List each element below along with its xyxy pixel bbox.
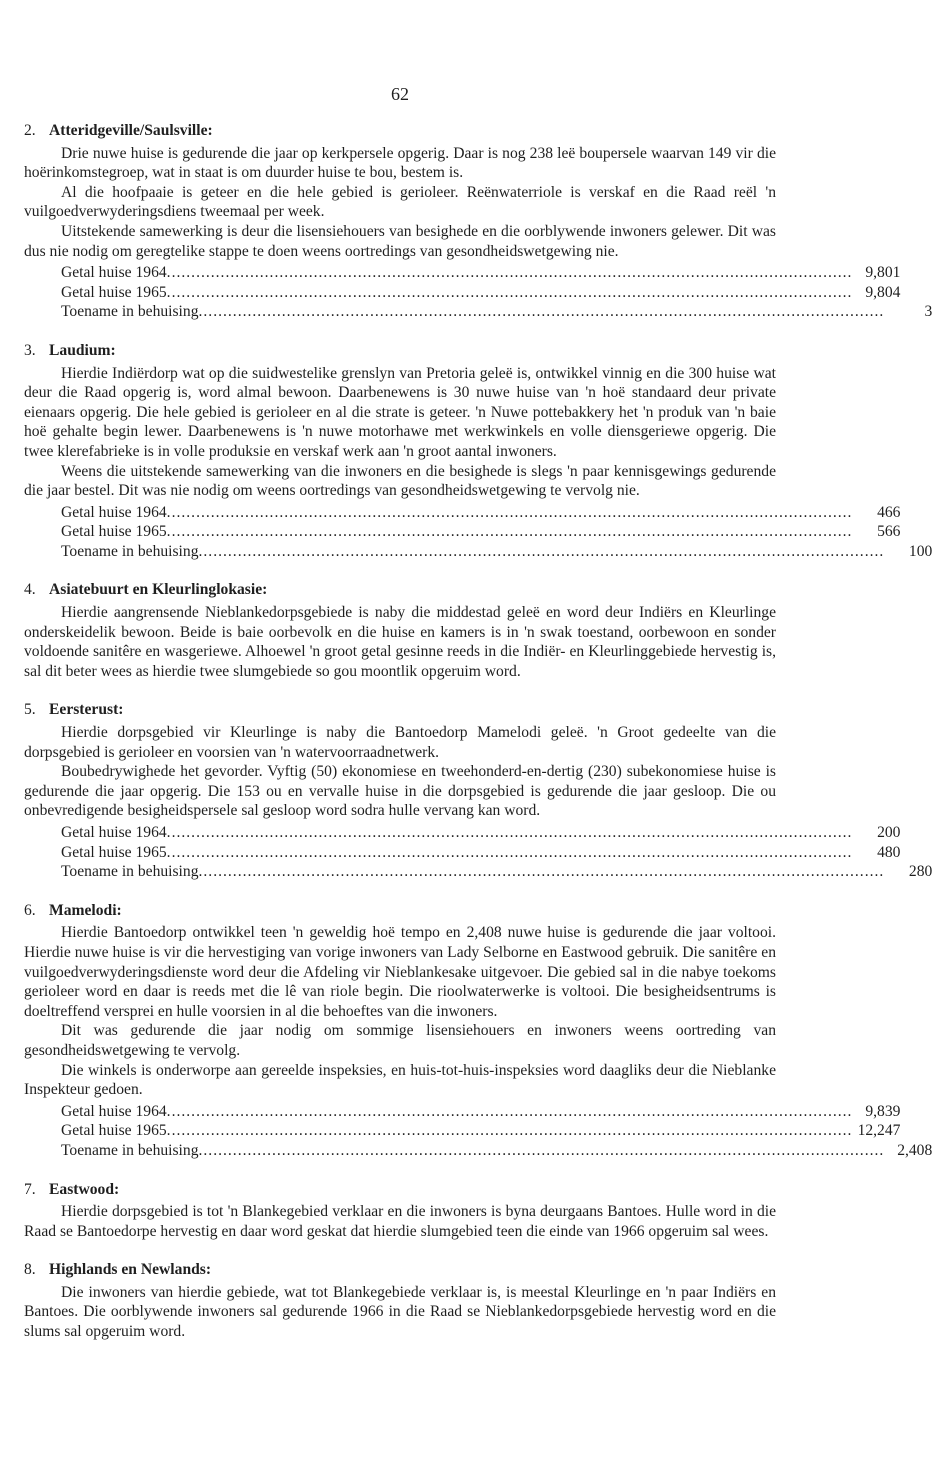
dot-leader: ............................................................................................................................................ (166, 824, 853, 841)
dot-leader: ............................................................................................................................................ (166, 523, 853, 541)
section-title: Eastwood: (49, 1180, 120, 1198)
section-number: 3. (24, 341, 36, 359)
housing-stats-table (61, 1102, 932, 1161)
stats-row (61, 862, 932, 882)
section (24, 700, 932, 881)
stats-value: 566 (877, 523, 901, 541)
document-body (24, 121, 932, 1361)
stats-row (61, 843, 901, 863)
dot-leader: ............................................................................................................................................ (166, 503, 853, 521)
paragraph: Weens die uitstekende samewerking van die inwoners en die besighede is slegs 'n paar kennisgewings gedurende die jaar bestel. Dit was nie nodig om weens oortredings van gesondheidswetgewing te vervolg nie. (24, 462, 776, 500)
section-title: Eersterust: (49, 701, 124, 719)
stats-label: Toename in behuising (61, 542, 199, 560)
stats-row (61, 823, 901, 843)
stats-label: Getal huise 1964 (61, 1102, 167, 1120)
stats-row (61, 522, 901, 542)
section-number: 7. (24, 1180, 36, 1198)
stats-label: Getal huise 1965 (61, 523, 167, 541)
stats-row (61, 283, 901, 303)
stats-label: Getal huise 1965 (61, 1122, 167, 1140)
stats-value: 9,804 (865, 283, 901, 301)
stats-row (61, 503, 901, 523)
dot-leader: ............................................................................................................................................ (198, 303, 885, 321)
section-number: 6. (24, 901, 36, 919)
paragraph: Hierdie aangrensende Nieblankedorpsgebiede is naby die middestad geleë en word deur Indiërs en Kleurlinge onderskeidelik bewoon. Beide is baie oorbevolk en die huise en kamers is in 'n swak toestand, oorbewoon en sonder voldoende sanitêre en wasgeriewe. Alhoewel 'n groot getal gesinne reeds in die Indiër- en Kleurlinggebiede hervestig is, sal dit beter wees as hierdie twee slumgebiede so gou moontlik opgeruim word. (24, 604, 776, 680)
section (24, 121, 932, 322)
section-title: Asiatebuurt en Kleurlinglokasie: (49, 581, 268, 599)
stats-row (61, 263, 901, 283)
stats-value: 12,247 (857, 1122, 901, 1140)
section-heading (24, 580, 776, 600)
housing-stats-table (61, 503, 932, 562)
dot-leader: ............................................................................................................................................ (198, 1141, 885, 1159)
stats-value: 9,801 (865, 264, 901, 282)
stats-value: 280 (908, 863, 932, 881)
dot-leader: ............................................................................................................................................ (166, 1122, 853, 1140)
stats-label: Toename in behuising (61, 1141, 199, 1159)
stats-label: Toename in behuising (61, 863, 199, 881)
section (24, 580, 776, 681)
stats-label: Getal huise 1965 (61, 843, 167, 861)
paragraph: Hierdie dorpsgebied vir Kleurlinge is naby die Bantoedorp Mamelodi geleë. 'n Groot gedeelte van die dorpsgebied is gerioleer en voorsien van 'n watervoorraadnetwerk. (24, 724, 776, 761)
stats-value: 200 (877, 824, 901, 841)
section-heading (24, 700, 776, 720)
paragraph: Al die hoofpaaie is geteer en die hele gebied is gerioleer. Reënwaterriole is verskaf en die Raad reël 'n vuilgoedverwyderingsdiens tweemaal per week. (24, 183, 776, 221)
section-title: Atteridgeville/Saulsville: (49, 122, 213, 139)
section-heading (24, 901, 776, 921)
stats-value: 100 (908, 542, 932, 560)
section-heading (24, 121, 776, 141)
dot-leader: ............................................................................................................................................ (166, 264, 853, 282)
stats-row (61, 1141, 932, 1161)
paragraph: Die inwoners van hierdie gebiede, wat tot Blankegebiede verklaar is, is meestal Kleurlinge en 'n paar Indiërs en Bantoes. Die oorblywende inwoners sal gedurende 1966 in die Raad se Nieblankedorpsgebiede hervestig word en die slums sal opgeruim word. (24, 1283, 776, 1341)
stats-value: 480 (877, 843, 901, 861)
stats-value: 3 (924, 303, 932, 321)
section-number: 5. (24, 701, 36, 719)
stats-row (61, 1102, 901, 1122)
paragraph: Hierdie Indiërdorp wat op die suidwestelike grenslyn van Pretoria geleë is, ontwikkel vinnig en die 300 huise wat deur die Raad opgerig is, word almal bewoon. Daarbenewens is 30 nuwe huise van 'n hoë standaard deur private eienaars opgerig. Die hele gebied is gerioleer en al die strate is geteer. 'n Nuwe pottebakkery het 'n produk van 'n baie hoë gehalte begin lewer. Daarbenewens is 'n nuwe motorhawe met werkwinkels en volle diensgeriewe opgerig. Die twee klerefabrieke is in volle produksie en verskaf werk aan 'n groot aantal inwoners. (24, 364, 776, 460)
dot-leader: ............................................................................................................................................ (198, 863, 885, 881)
dot-leader: ............................................................................................................................................ (166, 283, 853, 301)
section (24, 1260, 776, 1341)
stats-label: Getal huise 1964 (61, 503, 167, 521)
housing-stats-table (61, 263, 932, 322)
stats-label: Toename in behuising (61, 303, 199, 321)
stats-label: Getal huise 1964 (61, 264, 167, 282)
paragraph: Hierdie Bantoedorp ontwikkel teen 'n geweldig hoë tempo en 2,408 nuwe huise is gedurende die jaar voltooi. Hierdie nuwe huise is vir die hervestiging van vorige inwoners van Lady Selborne en Eastwood gebruik. Die sanitêre en vuilgoedverwyderingsdienste word deur die Afdeling vir Nieblankesake uitgevoer. Die gebied sal in die nabye toekoms gerioleer word en daar is reeds met die lê van riole begin. Die rioolwaterwerke is voltooi. Die besigheidsentrums is doeltreffend versprei en hulle voorsien in al die behoeftes van die inwoners. (24, 924, 776, 1020)
section-title: Laudium: (49, 341, 116, 359)
stats-label: Getal huise 1965 (61, 283, 167, 301)
housing-stats-table (61, 823, 932, 882)
paragraph: Dit was gedurende die jaar nodig om sommige lisensiehouers en inwoners weens oortreding van gesondheidswetgewing te vervolg. (24, 1022, 776, 1059)
stats-row (61, 542, 932, 562)
dot-leader: ............................................................................................................................................ (198, 542, 885, 560)
section-heading (24, 1180, 776, 1200)
section (24, 1180, 776, 1242)
paragraph: Drie nuwe huise is gedurende die jaar op kerkpersele opgerig. Daar is nog 238 leë boupersele waarvan 149 vir die hoërinkomstegroep, wat in staat is om duurder huise te bou, bestem is. (24, 144, 776, 182)
section (24, 341, 932, 562)
stats-value: 2,408 (897, 1141, 932, 1159)
section-heading (24, 1260, 776, 1280)
section-number: 8. (24, 1261, 36, 1279)
stats-value: 9,839 (865, 1102, 901, 1120)
dot-leader: ............................................................................................................................................ (166, 843, 853, 861)
section (24, 901, 932, 1161)
stats-row (61, 302, 932, 322)
dot-leader: ............................................................................................................................................ (166, 1102, 853, 1120)
paragraph: Hierdie dorpsgebied is tot 'n Blankegebied verklaar en die inwoners is byna deurgaans Bantoes. Hulle word in die Raad se Bantoedorpe hervestig en daar word geskat dat hierdie slumgebied teen die einde van 1966 opgeruim sal wees. (24, 1203, 776, 1240)
section-heading (24, 341, 776, 361)
paragraph: Boubedrywighede het gevorder. Vyftig (50) ekonomiese en tweehonderd-en-dertig (230) subekonomiese huise is gedurende die jaar opgerig. Die 153 ou en vervalle huise in die dorpsgebied is gedurende die jaar gesloop. Die ou onbevredigende besigheidspersele sal gesloop word sodra hulle vervang kan word. (24, 763, 776, 820)
section-number: 2. (24, 122, 36, 139)
stats-value: 466 (877, 503, 901, 521)
section-number: 4. (24, 581, 36, 599)
stats-row (61, 1121, 901, 1141)
section-title: Highlands en Newlands: (49, 1261, 212, 1279)
paragraph: Die winkels is onderworpe aan gereelde inspeksies, en huis-tot-huis-inspeksies word daagliks deur die Nieblanke Inspekteur gedoen. (24, 1061, 776, 1099)
paragraph: Uitstekende samewerking is deur die lisensiehouers van besighede en die oorblywende inwoners gelewer. Dit was dus nie nodig om geregtelike stappe te doen weens oortredings van gesondheidswetgewing nie. (24, 222, 776, 260)
page-number: 62 (391, 84, 409, 104)
stats-label: Getal huise 1964 (61, 824, 167, 841)
section-title: Mamelodi: (49, 901, 122, 919)
